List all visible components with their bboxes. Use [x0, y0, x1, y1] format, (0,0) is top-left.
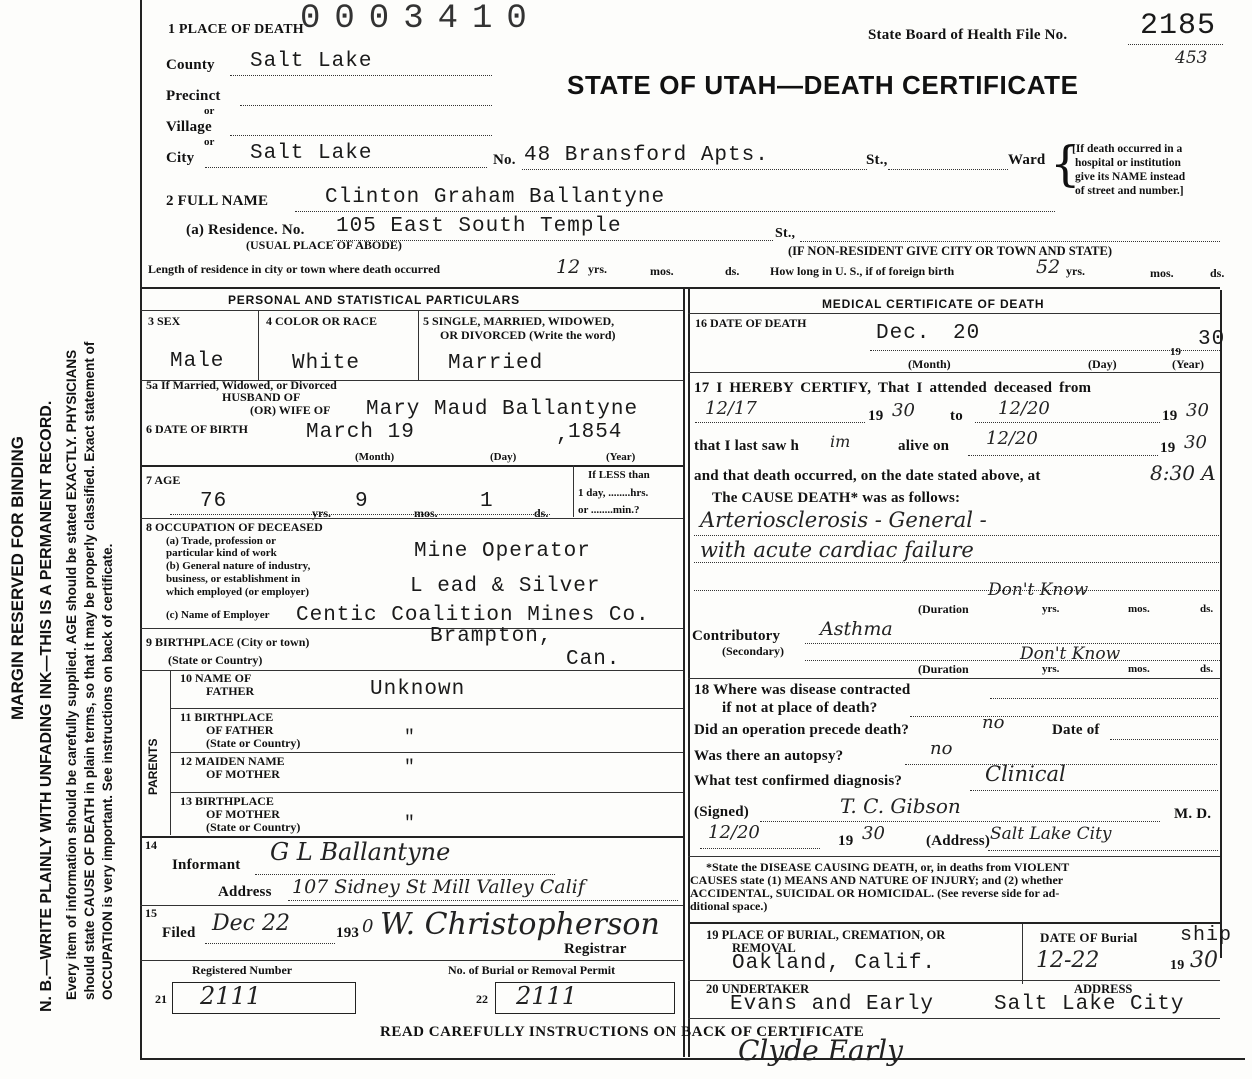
dob-month-day: March 19: [306, 421, 415, 444]
cause-label: The CAUSE DEATH* was as follows:: [712, 490, 961, 506]
file-no-value: 2185: [1140, 9, 1217, 43]
duration-2-mos: mos.: [1128, 663, 1150, 675]
county-value: Salt Lake: [250, 50, 373, 73]
dod-year-label: (Year): [1172, 357, 1204, 371]
duration-2-yrs: yrs.: [1042, 663, 1060, 675]
father-bp-label-2: OF FATHER: [206, 723, 274, 737]
informant-address: 107 Sidney St Mill Valley Calif: [292, 876, 585, 898]
residence-label: (a) Residence. No.: [186, 222, 305, 238]
non-resident-label: (IF NON-RESIDENT GIVE CITY OR TOWN AND STATE): [788, 244, 1113, 258]
length-residence-yrs: 12: [556, 256, 581, 278]
filed-label: Filed: [162, 925, 196, 941]
signed-date: 12/20: [708, 822, 760, 843]
father-bp-label-1: 11 BIRTHPLACE: [180, 710, 274, 724]
contributory-label: Contributory: [692, 628, 781, 644]
county-label: County: [166, 57, 215, 73]
age-label: 7 AGE: [146, 473, 181, 487]
autopsy-label: Was there an autopsy?: [694, 748, 844, 764]
street-address-value: 48 Bransford Apts.: [524, 144, 769, 167]
duration-2-label: (Duration: [918, 662, 969, 676]
residence-st-label: St.,: [775, 226, 796, 241]
occ-b-2: business, or establishment in: [166, 573, 301, 585]
footnote-3: ACCIDENTAL, SUICIDAL OR HOMICIDAL. (See reverse side for ad-: [690, 886, 1060, 900]
color-label: 4 COLOR OR RACE: [266, 314, 378, 328]
dob-year-label: (Year): [606, 451, 636, 463]
margin-instruction-line-3: OCCUPATION is very important. See instructions on back of certificate.: [100, 543, 115, 1000]
birthplace-state-label: (State or Country): [168, 653, 263, 667]
date-of-label: Date of: [1052, 722, 1100, 738]
occupation-value: Mine Operator: [414, 540, 591, 563]
burial-date-suffix: ship: [1180, 924, 1233, 947]
spouse-label-3: (OR) WIFE OF: [250, 403, 331, 417]
duration-2-ds: ds.: [1200, 663, 1214, 675]
test-value: Clinical: [985, 762, 1066, 786]
filed-number: 15: [145, 906, 157, 920]
to-year-prefix: 19: [1162, 408, 1178, 424]
occ-a-2: particular kind of work: [166, 547, 277, 559]
full-name-value: Clinton Graham Ballantyne: [325, 186, 666, 209]
address-label: (Address): [926, 833, 991, 849]
stamp-number: 0003410: [300, 0, 541, 38]
employer-label: (c) Name of Employer: [166, 609, 270, 621]
marital-label-1: 5 SINGLE, MARRIED, WIDOWED,: [423, 314, 615, 328]
less-than-3: or ........min.?: [578, 504, 640, 516]
death-occurred-label: and that death occurred, on the date stated above, at: [694, 468, 1041, 484]
duration-1-mos: mos.: [1128, 603, 1150, 615]
burial-label-2: REMOVAL: [732, 941, 796, 955]
us-label: How long in U. S., if of foreign birth: [770, 264, 955, 278]
age-ds: 1: [480, 490, 494, 513]
registered-number-num: 21: [155, 992, 167, 1006]
margin-binding-text: MARGIN RESERVED FOR BINDING: [8, 436, 27, 720]
alive-on-label: alive on: [898, 438, 950, 454]
ward-label: Ward: [1008, 152, 1046, 168]
attended-to-date: 12/20: [998, 398, 1050, 419]
informant-number: 14: [145, 838, 157, 852]
dob-month-label: (Month): [355, 451, 395, 463]
file-no-label: State Board of Health File No.: [868, 27, 1068, 43]
mother-bp-value: ": [404, 814, 416, 834]
father-label-1: 10 NAME OF: [180, 671, 252, 685]
last-saw-him: im: [830, 432, 851, 451]
occ-b-1: (b) General nature of industry,: [166, 560, 311, 572]
last-saw-label: that I last saw h: [694, 438, 800, 454]
attended-from-date: 12/17: [705, 398, 757, 419]
undertaker-address-label: ADDRESS: [1074, 982, 1133, 996]
contracted-label-1: 18 Where was disease contracted: [694, 682, 911, 698]
street-no-label: No.: [493, 152, 516, 168]
full-name-label: 2 FULL NAME: [166, 193, 269, 209]
marital-value: Married: [448, 352, 544, 375]
usual-abode-label: (USUAL PLACE OF ABODE): [246, 238, 402, 252]
operation-label: Did an operation precede death?: [694, 722, 910, 738]
hospital-note-2: hospital or institution: [1075, 157, 1181, 169]
certificate-title: STATE OF UTAH—DEATH CERTIFICATE: [567, 70, 1079, 100]
village-label: Village: [166, 119, 212, 135]
undertaker-address-value: Salt Lake City: [994, 993, 1185, 1016]
age-ds-label: ds.: [534, 506, 549, 520]
filed-date: Dec 22: [212, 911, 290, 936]
undertaker-signature: Clyde Early: [738, 1034, 903, 1067]
mother-label-2: OF MOTHER: [206, 767, 280, 781]
undertaker-label: 20 UNDERTAKER: [706, 982, 810, 996]
sex-value: Male: [170, 350, 225, 373]
us-mos-label: mos.: [1150, 266, 1174, 280]
to-year: 30: [1186, 400, 1209, 421]
length-mos-label: mos.: [650, 264, 674, 278]
registrar-label: Registrar: [564, 941, 627, 957]
father-bp-label-3: (State or Country): [206, 736, 301, 750]
footnote-2: CAUSES state (1) MEANS AND NATURE OF INJURY; and (2) whether: [690, 873, 1064, 887]
burial-date-value: 12-22: [1036, 948, 1100, 973]
precinct-label: Precinct: [166, 88, 221, 104]
duration-2-value: Don't Know: [1020, 644, 1121, 664]
file-no-sub: 453: [1175, 48, 1208, 68]
signed-year-prefix: 19: [838, 833, 854, 849]
less-than-1: If LESS than: [588, 469, 650, 481]
signed-label: (Signed): [694, 804, 749, 820]
footnote-4: ditional space.): [690, 899, 768, 913]
less-than-2: 1 day, ........hrs.: [578, 487, 649, 499]
parents-label: PARENTS: [146, 738, 160, 795]
age-mos: 9: [355, 490, 369, 513]
left-border: [140, 0, 142, 1060]
dod-year: 30: [1198, 328, 1226, 351]
personal-section-title: PERSONAL AND STATISTICAL PARTICULARS: [228, 293, 520, 307]
spouse-label-2: HUSBAND OF: [222, 390, 301, 404]
to-label: to: [950, 408, 963, 424]
occ-a-1: (a) Trade, profession or: [166, 535, 276, 547]
dod-month: Dec.: [876, 322, 931, 345]
burial-label-1: 19 PLACE OF BURIAL, CREMATION, OR: [706, 928, 946, 942]
dod-day-label: (Day): [1088, 357, 1117, 371]
length-residence-label: Length of residence in city or town where death occurred: [148, 262, 441, 276]
marital-label-2: OR DIVORCED (Write the word): [440, 328, 616, 342]
duration-1-label: (Duration: [918, 602, 969, 616]
autopsy-value: no: [930, 738, 953, 759]
mother-label-1: 12 MAIDEN NAME: [180, 754, 285, 768]
city-label: City: [166, 150, 195, 166]
dob-label: 6 DATE OF BIRTH: [146, 422, 248, 436]
margin-instruction-line-1: Every item of information should be carefully supplied. AGE should be stated EXACTLY. PHYSICIANS: [64, 349, 79, 1000]
medical-section-title: MEDICAL CERTIFICATE OF DEATH: [822, 297, 1045, 311]
filed-year: 0: [362, 916, 374, 937]
informant-address-label: Address: [218, 884, 272, 900]
hospital-note-1: [If death occurred in a: [1072, 143, 1183, 155]
duration-1-value: Don't Know: [988, 580, 1089, 600]
death-time: 8:30 A: [1150, 461, 1216, 485]
dob-year-comma: ,: [556, 424, 570, 447]
contributory-value: Asthma: [820, 618, 893, 640]
burial-permit-num: 22: [476, 992, 488, 1006]
us-ds-label: ds.: [1210, 266, 1225, 280]
informant-label: Informant: [172, 857, 241, 873]
registrar-signature: W. Christopherson: [380, 907, 660, 942]
duration-1-yrs: yrs.: [1042, 603, 1060, 615]
color-value: White: [292, 352, 361, 375]
birthplace-city: Brampton,: [430, 625, 553, 648]
or-label-1: or: [204, 105, 215, 117]
city-value: Salt Lake: [250, 142, 373, 165]
burial-date-label: DATE OF Burial: [1040, 930, 1138, 945]
street-st-label: St.,: [866, 152, 888, 168]
mother-bp-label-3: (State or Country): [206, 820, 301, 834]
signed-year: 30: [862, 823, 885, 844]
last-saw-year-prefix: 19: [1160, 440, 1176, 456]
father-label-2: FATHER: [206, 684, 255, 698]
dob-year: 1854: [568, 421, 623, 444]
last-saw-year: 30: [1184, 432, 1207, 453]
instructions-footer: READ CAREFULLY INSTRUCTIONS ON BACK OF CERTIFICATE: [380, 1024, 865, 1040]
center-divider: [683, 287, 685, 1057]
burial-year-prefix: 19: [1170, 958, 1185, 973]
father-bp-value: ": [404, 728, 416, 748]
dod-year-prefix: 19: [1170, 346, 1181, 358]
occupation-label: 8 OCCUPATION OF DECEASED: [146, 520, 323, 534]
mother-bp-label-1: 13 BIRTHPLACE: [180, 794, 274, 808]
burial-year-value: 30: [1190, 948, 1218, 973]
bottom-border: [140, 1058, 1245, 1060]
test-label: What test confirmed diagnosis?: [694, 773, 903, 789]
filed-year-label: 193: [336, 925, 360, 941]
burial-permit-label: No. of Burial or Removal Permit: [448, 963, 616, 977]
from-year-prefix: 19: [868, 408, 884, 424]
father-value: Unknown: [370, 678, 466, 701]
place-of-death-label: 1 PLACE OF DEATH: [168, 22, 304, 37]
spouse-value: Mary Maud Ballantyne: [366, 398, 639, 421]
undertaker-value: Evans and Early: [730, 993, 935, 1016]
or-label-2: or: [204, 136, 215, 148]
birthplace-country: Can.: [566, 648, 621, 671]
birthplace-label: 9 BIRTHPLACE (City or town): [146, 635, 310, 649]
occ-b-3: which employed (or employer): [166, 586, 310, 598]
dod-month-label: (Month): [908, 357, 951, 371]
us-yrs-label: yrs.: [1066, 264, 1085, 278]
margin-warning-text: N. B.—WRITE PLAINLY WITH UNFADING INK—THIS IS A PERMANENT RECORD.: [38, 400, 55, 1012]
age-yrs: 76: [200, 490, 228, 513]
operation-value: no: [982, 712, 1005, 733]
registered-number-label: Registered Number: [192, 963, 293, 977]
informant-signature: G L Ballantyne: [270, 838, 451, 866]
length-ds-label: ds.: [725, 264, 740, 278]
dob-day-label: (Day): [490, 451, 517, 463]
burial-place-value: Oakland, Calif.: [732, 952, 937, 975]
cause-line-1: Arteriosclerosis - General -: [700, 508, 987, 532]
dod-day: 20: [953, 322, 981, 345]
secondary-label: (Secondary): [722, 644, 784, 658]
us-yrs: 52: [1036, 256, 1061, 278]
employer-value: Centic Coalition Mines Co.: [296, 604, 650, 627]
md-label: M. D.: [1174, 806, 1212, 822]
registered-number-value: 2111: [200, 982, 262, 1010]
mother-value: ": [404, 758, 416, 778]
duration-1-ds: ds.: [1200, 603, 1214, 615]
age-mos-label: mos.: [414, 506, 438, 520]
residence-value: 105 East South Temple: [336, 215, 622, 238]
spouse-label-1: 5a If Married, Widowed, or Divorced: [146, 378, 337, 392]
physician-address: Salt Lake City: [990, 824, 1112, 844]
physician-signature: T. C. Gibson: [840, 794, 961, 818]
age-yrs-label: yrs.: [312, 506, 331, 520]
sex-label: 3 SEX: [148, 314, 181, 328]
certify-label: 17 I HEREBY CERTIFY, That I attended deceased from: [694, 380, 1092, 396]
ward-brace: {: [1050, 136, 1081, 192]
burial-permit-value: 2111: [516, 982, 578, 1010]
last-saw-date: 12/20: [986, 428, 1038, 449]
hospital-note-3: give its NAME instead: [1075, 171, 1186, 183]
dod-label: 16 DATE OF DEATH: [695, 316, 807, 330]
length-yrs-label: yrs.: [588, 262, 607, 276]
margin-instruction-line-2: should state CAUSE OF DEATH in plain terms, so that it may be properly classified. Exact statement of: [82, 341, 97, 1000]
hospital-note-4: of street and number.]: [1075, 185, 1184, 197]
mother-bp-label-2: OF MOTHER: [206, 807, 280, 821]
footnote-1: *State the DISEASE CAUSING DEATH, or, in deaths from VIOLENT: [706, 860, 1070, 874]
industry-value: L ead & Silver: [410, 575, 601, 598]
cause-line-2: with acute cardiac failure: [700, 538, 974, 562]
contracted-label-2: if not at place of death?: [722, 700, 878, 716]
from-year: 30: [892, 400, 915, 421]
